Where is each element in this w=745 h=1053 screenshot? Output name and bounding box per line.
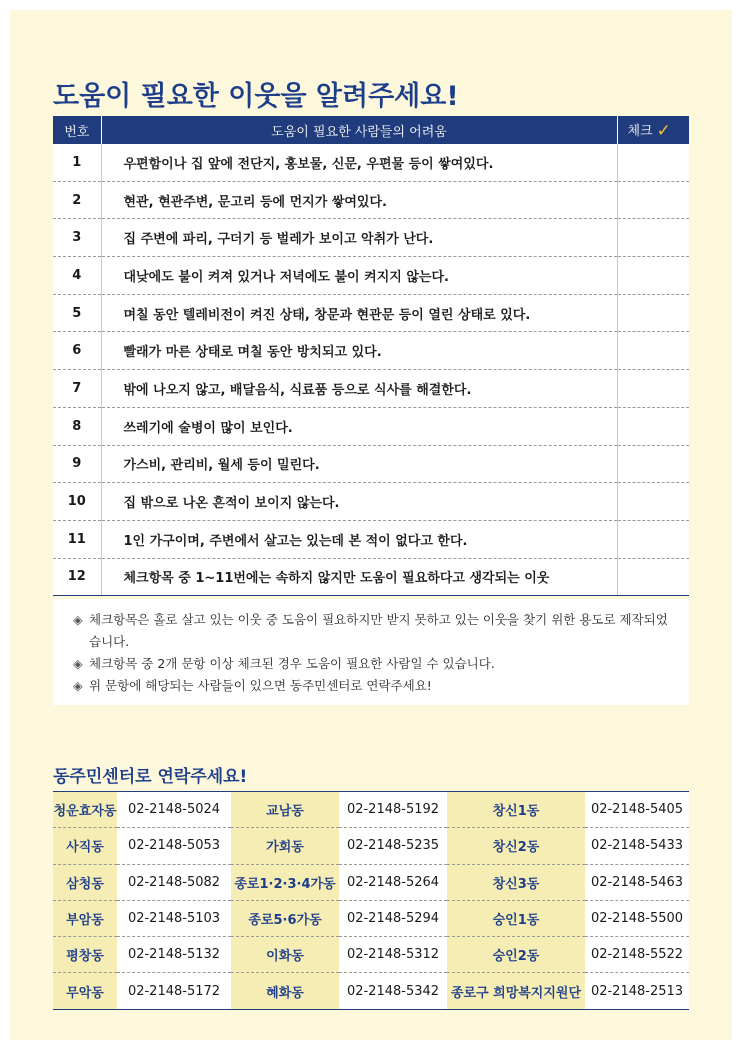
- header-check-label: 체크: [627, 123, 653, 139]
- office-name: 부암동: [53, 900, 117, 936]
- office-name: 종로5·6가동: [231, 900, 339, 936]
- row-number: 3: [53, 219, 101, 257]
- checklist-row: [53, 144, 689, 181]
- row-check-cell[interactable]: [617, 370, 689, 408]
- row-description: 체크항목 중 1~11번에는 속하지 않지만 도움이 필요하다고 생각되는 이웃: [101, 558, 617, 596]
- note-item: [73, 609, 669, 653]
- row-description: 우편함이나 집 앞에 전단지, 홍보물, 신문, 우편물 등이 쌓여있다.: [101, 144, 617, 181]
- row-description: 가스비, 관리비, 월세 등이 밀린다.: [101, 445, 617, 483]
- row-number: 12: [53, 558, 101, 596]
- row-description: 집 밖으로 나온 흔적이 보이지 않는다.: [101, 483, 617, 521]
- diamond-bullet-icon: ◈: [73, 678, 83, 693]
- row-number: 4: [53, 257, 101, 295]
- contact-row: [53, 864, 689, 900]
- row-check-cell[interactable]: [617, 445, 689, 483]
- checklist-table: [53, 116, 689, 596]
- office-phone: 02-2148-5500: [585, 900, 689, 936]
- row-check-cell[interactable]: [617, 181, 689, 219]
- office-phone: 02-2148-5024: [117, 792, 231, 828]
- note-text: 체크항목 중 2개 문항 이상 체크된 경우 도움이 필요한 사람일 수 있습니다.: [89, 656, 495, 671]
- office-phone: 02-2148-2513: [585, 973, 689, 1009]
- note-text: 체크항목은 홀로 살고 있는 이웃 중 도움이 필요하지만 받지 못하고 있는 이웃을 찾기 위한 용도로 제작되었습니다.: [89, 612, 668, 649]
- office-name: 숭인1동: [447, 900, 585, 936]
- office-name: 혜화동: [231, 973, 339, 1009]
- page-sheet: [10, 10, 732, 1040]
- note-item: [73, 653, 669, 675]
- checklist-row: [53, 407, 689, 445]
- office-name: 청운효자동: [53, 792, 117, 828]
- row-check-cell[interactable]: [617, 144, 689, 181]
- notes-box: [53, 599, 689, 705]
- row-number: 8: [53, 407, 101, 445]
- checklist-body: [53, 144, 689, 596]
- row-description: 빨래가 마른 상태로 며칠 동안 방치되고 있다.: [101, 332, 617, 370]
- office-phone: 02-2148-5342: [339, 973, 447, 1009]
- checklist-row: [53, 558, 689, 596]
- row-number: 7: [53, 370, 101, 408]
- row-description: 1인 가구이며, 주변에서 살고는 있는데 본 적이 없다고 한다.: [101, 520, 617, 558]
- office-phone: 02-2148-5082: [117, 864, 231, 900]
- row-number: 6: [53, 332, 101, 370]
- row-description: 쓰레기에 술병이 많이 보인다.: [101, 407, 617, 445]
- contact-row: [53, 900, 689, 936]
- office-name: 종로구 희망복지지원단: [447, 973, 585, 1009]
- row-description: 대낮에도 불이 켜져 있거나 저녁에도 불이 켜지지 않는다.: [101, 257, 617, 295]
- row-check-cell[interactable]: [617, 257, 689, 295]
- contact-title: 동주민센터로 연락주세요!: [53, 767, 248, 787]
- diamond-bullet-icon: ◈: [73, 656, 83, 671]
- diamond-bullet-icon: ◈: [73, 612, 83, 627]
- office-name: 종로1·2·3·4가동: [231, 864, 339, 900]
- contact-row: [53, 937, 689, 973]
- row-number: 9: [53, 445, 101, 483]
- check-mark-icon: ✓: [656, 120, 671, 141]
- office-phone: 02-2148-5463: [585, 864, 689, 900]
- row-number: 10: [53, 483, 101, 521]
- contact-row: [53, 828, 689, 864]
- row-description: 현관, 현관주변, 문고리 등에 먼지가 쌓여있다.: [101, 181, 617, 219]
- checklist-row: [53, 445, 689, 483]
- office-name: 숭인2동: [447, 937, 585, 973]
- checklist-header-row: [53, 116, 689, 144]
- row-number: 1: [53, 144, 101, 181]
- checklist-row: [53, 294, 689, 332]
- header-num: 번호: [53, 116, 101, 144]
- row-check-cell[interactable]: [617, 294, 689, 332]
- office-name: 평창동: [53, 937, 117, 973]
- note-item: [73, 675, 669, 697]
- office-phone: 02-2148-5405: [585, 792, 689, 828]
- office-name: 무악동: [53, 973, 117, 1009]
- office-phone: 02-2148-5522: [585, 937, 689, 973]
- note-text: 위 문항에 해당되는 사람들이 있으면 동주민센터로 연락주세요!: [89, 678, 432, 693]
- row-number: 2: [53, 181, 101, 219]
- row-check-cell[interactable]: [617, 219, 689, 257]
- page-title: 도움이 필요한 이웃을 알려주세요!: [53, 81, 459, 112]
- row-check-cell[interactable]: [617, 558, 689, 596]
- office-phone: 02-2148-5264: [339, 864, 447, 900]
- office-phone: 02-2148-5103: [117, 900, 231, 936]
- office-phone: 02-2148-5172: [117, 973, 231, 1009]
- contact-body: [53, 792, 689, 1010]
- office-name: 이화동: [231, 937, 339, 973]
- checklist-row: [53, 483, 689, 521]
- office-name: 삼청동: [53, 864, 117, 900]
- row-number: 5: [53, 294, 101, 332]
- office-phone: 02-2148-5192: [339, 792, 447, 828]
- row-number: 11: [53, 520, 101, 558]
- checklist-row: [53, 181, 689, 219]
- office-name: 가회동: [231, 828, 339, 864]
- office-phone: 02-2148-5132: [117, 937, 231, 973]
- office-name: 교남동: [231, 792, 339, 828]
- contact-row: [53, 973, 689, 1009]
- row-check-cell[interactable]: [617, 483, 689, 521]
- office-name: 창신2동: [447, 828, 585, 864]
- office-phone: 02-2148-5312: [339, 937, 447, 973]
- row-description: 며칠 동안 텔레비전이 켜진 상태, 창문과 현관문 등이 열린 상태로 있다.: [101, 294, 617, 332]
- office-name: 창신3동: [447, 864, 585, 900]
- row-description: 집 주변에 파리, 구더기 등 벌레가 보이고 악취가 난다.: [101, 219, 617, 257]
- contact-row: [53, 792, 689, 828]
- checklist-row: [53, 257, 689, 295]
- office-phone: 02-2148-5433: [585, 828, 689, 864]
- office-phone: 02-2148-5053: [117, 828, 231, 864]
- contact-table: [53, 791, 689, 1010]
- office-phone: 02-2148-5235: [339, 828, 447, 864]
- office-name: 사직동: [53, 828, 117, 864]
- checklist-row: [53, 370, 689, 408]
- checklist-row: [53, 520, 689, 558]
- row-description: 밖에 나오지 않고, 배달음식, 식료품 등으로 식사를 해결한다.: [101, 370, 617, 408]
- office-name: 창신1동: [447, 792, 585, 828]
- header-desc: 도움이 필요한 사람들의 어려움: [101, 116, 617, 144]
- row-check-cell[interactable]: [617, 520, 689, 558]
- row-check-cell[interactable]: [617, 332, 689, 370]
- checklist-row: [53, 219, 689, 257]
- checklist-row: [53, 332, 689, 370]
- header-check: [617, 116, 689, 144]
- row-check-cell[interactable]: [617, 407, 689, 445]
- office-phone: 02-2148-5294: [339, 900, 447, 936]
